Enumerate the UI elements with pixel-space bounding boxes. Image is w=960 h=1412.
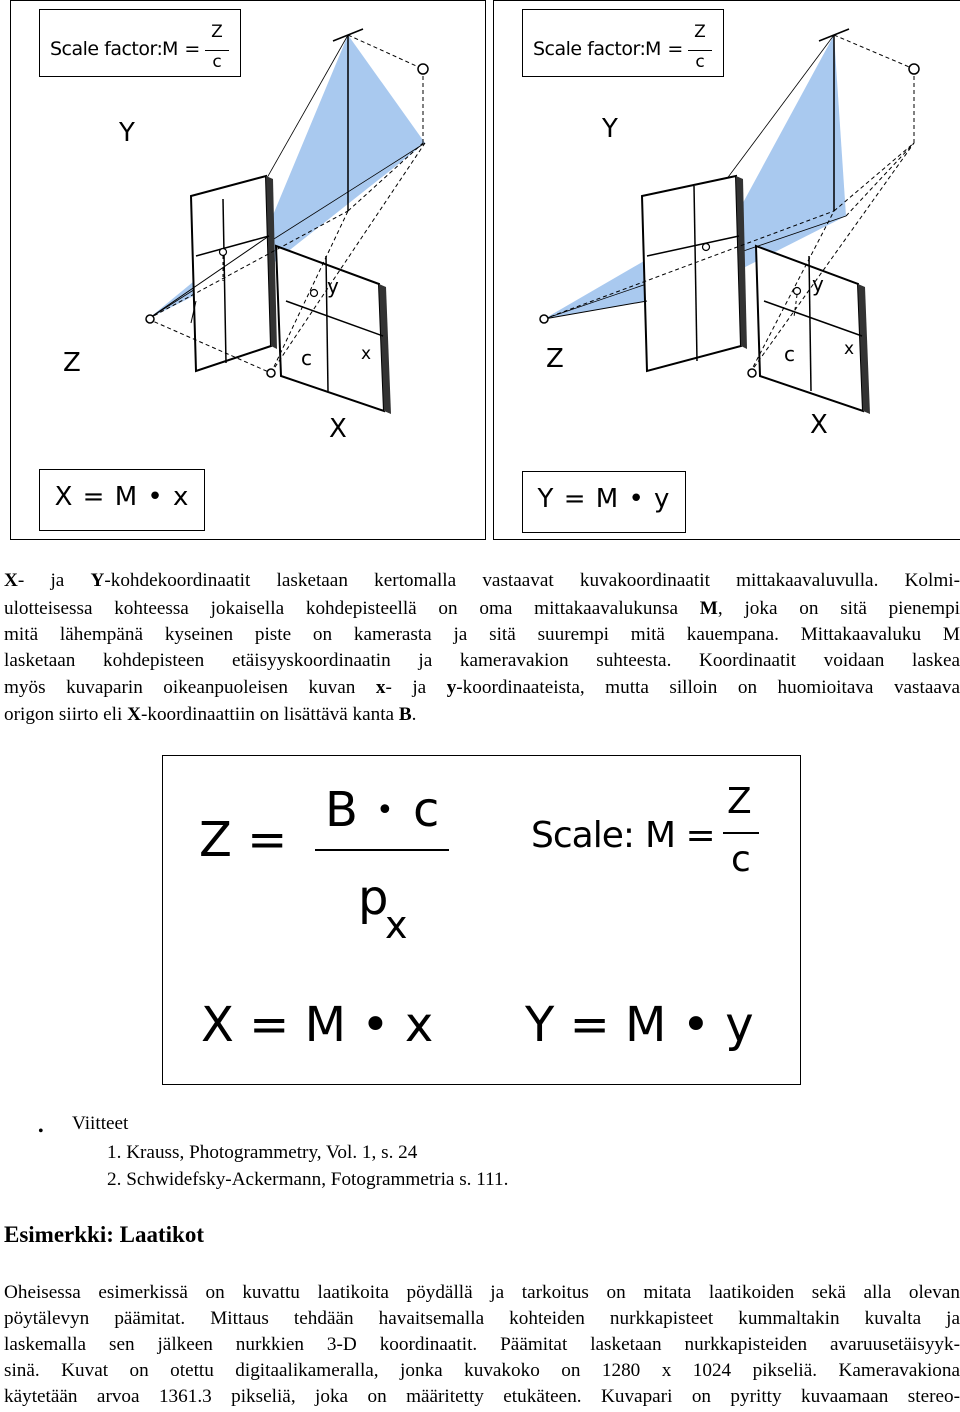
paragraph-1-line-5: myös kuvaparin oikeanpuoleisen kuvan x- ja y-koordinaateista, mutta silloin on huomioitava vastaava — [4, 677, 960, 698]
image-y-label: y — [327, 274, 339, 298]
equation-text: Y = M • y — [537, 484, 671, 514]
scale-factor-numerator: Z — [211, 22, 223, 42]
image-c-label: c — [784, 342, 795, 366]
image-x-label: x — [361, 344, 372, 364]
axis-z-label: Z — [63, 348, 81, 378]
scale-factor-lhs: M = — [645, 38, 684, 60]
figure-x-coordinate — [10, 0, 486, 540]
equation-text: X = M • x — [54, 482, 190, 512]
perspective-diagram — [494, 1, 960, 541]
paragraph-1-line-6: origon siirto eli X-koordinaattiin on lisättävä kanta B. — [4, 704, 417, 725]
image-plane-left — [642, 176, 741, 371]
paragraph-1-line-3: mitä lähempänä kyseinen piste on kamerasta ja sitä suurempi mitä kauempana. Mittakaavaluku M — [4, 624, 960, 645]
section-heading: Esimerkki: Laatikot — [4, 1222, 204, 1247]
axis-x-label: X — [810, 410, 828, 440]
z-denominator-p: p — [358, 870, 389, 926]
scale-fraction-bar — [723, 832, 759, 834]
y-equation: Y = M • y — [525, 997, 754, 1053]
scale-m-eq: M = — [645, 815, 715, 856]
paragraph-2-line: pöytälevyn päämitat. Mittaus tehdään havaitsemalla kohteiden nurkkapisteet kummaltakin kuvalta ja — [4, 1308, 960, 1329]
z-numerator-b: B — [325, 782, 358, 838]
scale-factor-denominator: c — [212, 52, 222, 72]
image-y-label: y — [812, 272, 824, 296]
scale-denominator: c — [731, 839, 750, 880]
axis-y-label: Y — [119, 118, 135, 148]
paragraph-2-line: käytetään arvoa 1361.3 pikseliä, joka on määritetty etukäteen. Kuvapari on pyritty kuvaamaan stereo- — [4, 1386, 960, 1407]
equation-box — [522, 471, 686, 533]
axis-x-label: X — [329, 414, 347, 444]
perspective-diagram — [11, 1, 487, 541]
x-equation: X = M • x — [201, 997, 434, 1053]
scale-factor-numerator: Z — [694, 22, 706, 42]
image-x-label: x — [844, 339, 855, 359]
reference-item: 1. Krauss, Photogrammetry, Vol. 1, s. 24 — [107, 1142, 418, 1163]
paragraph-1-line-4: lasketaan kohdepisteen etäisyyskoordinaatin ja kameravakion suhteesta. Koordinaatit voidaan laskea — [4, 650, 960, 671]
z-numerator-c: c — [413, 782, 440, 838]
image-c-label: c — [301, 346, 312, 370]
image-plane-left — [191, 176, 271, 371]
formula-box — [162, 755, 801, 1085]
z-fraction-bar — [315, 849, 449, 851]
references-title: Viitteet — [72, 1113, 129, 1134]
paragraph-1-line-2: ulotteisessa kohteessa jokaisella kohdepisteellä on oma mittakaavalukunsa M, joka on sitä pienempi — [4, 598, 960, 619]
scale-numerator: Z — [727, 781, 751, 822]
scale-factor-lhs: M = — [162, 38, 201, 60]
axis-z-label: Z — [546, 344, 564, 374]
paragraph-2-line: Oheisessa esimerkissä on kuvattu laatikoita pöydällä ja tarkoitus on mitata laatikoiden sekä alla olevan — [4, 1282, 960, 1303]
z-equation-lhs: Z = — [199, 812, 288, 868]
axis-y-label: Y — [602, 114, 618, 144]
references-bullet: • — [38, 1123, 44, 1140]
equation-box — [39, 469, 205, 531]
paragraph-2-line: laskemalla sen jälkeen nurkkien 3-D koordinaatit. Päämitat lasketaan nurkkapisteiden avaruusetäisyyk- — [4, 1334, 960, 1355]
paragraph-2-line: sinä. Kuvat on otettu digitaalikameralla, jonka kuvakoko on 1280 x 1024 pikseliä. Kameravakiona — [4, 1360, 960, 1381]
z-denominator-subscript: x — [385, 903, 408, 947]
scale-factor-label: Scale factor: — [50, 38, 163, 60]
figure-y-coordinate — [493, 0, 960, 540]
paragraph-1-line-1: X- ja Y-kohdekoordinaatit lasketaan kertomalla vastaavat kuvakoordinaatit mittakaavaluvulla. Kolmi- — [4, 570, 960, 591]
scale-label: Scale: — [531, 815, 634, 856]
scale-factor-denominator: c — [695, 52, 705, 72]
z-numerator-dot: • — [376, 793, 394, 828]
reference-item: 2. Schwidefsky-Ackermann, Fotogrammetria s. 111. — [107, 1169, 509, 1190]
scale-factor-label: Scale factor: — [533, 38, 646, 60]
